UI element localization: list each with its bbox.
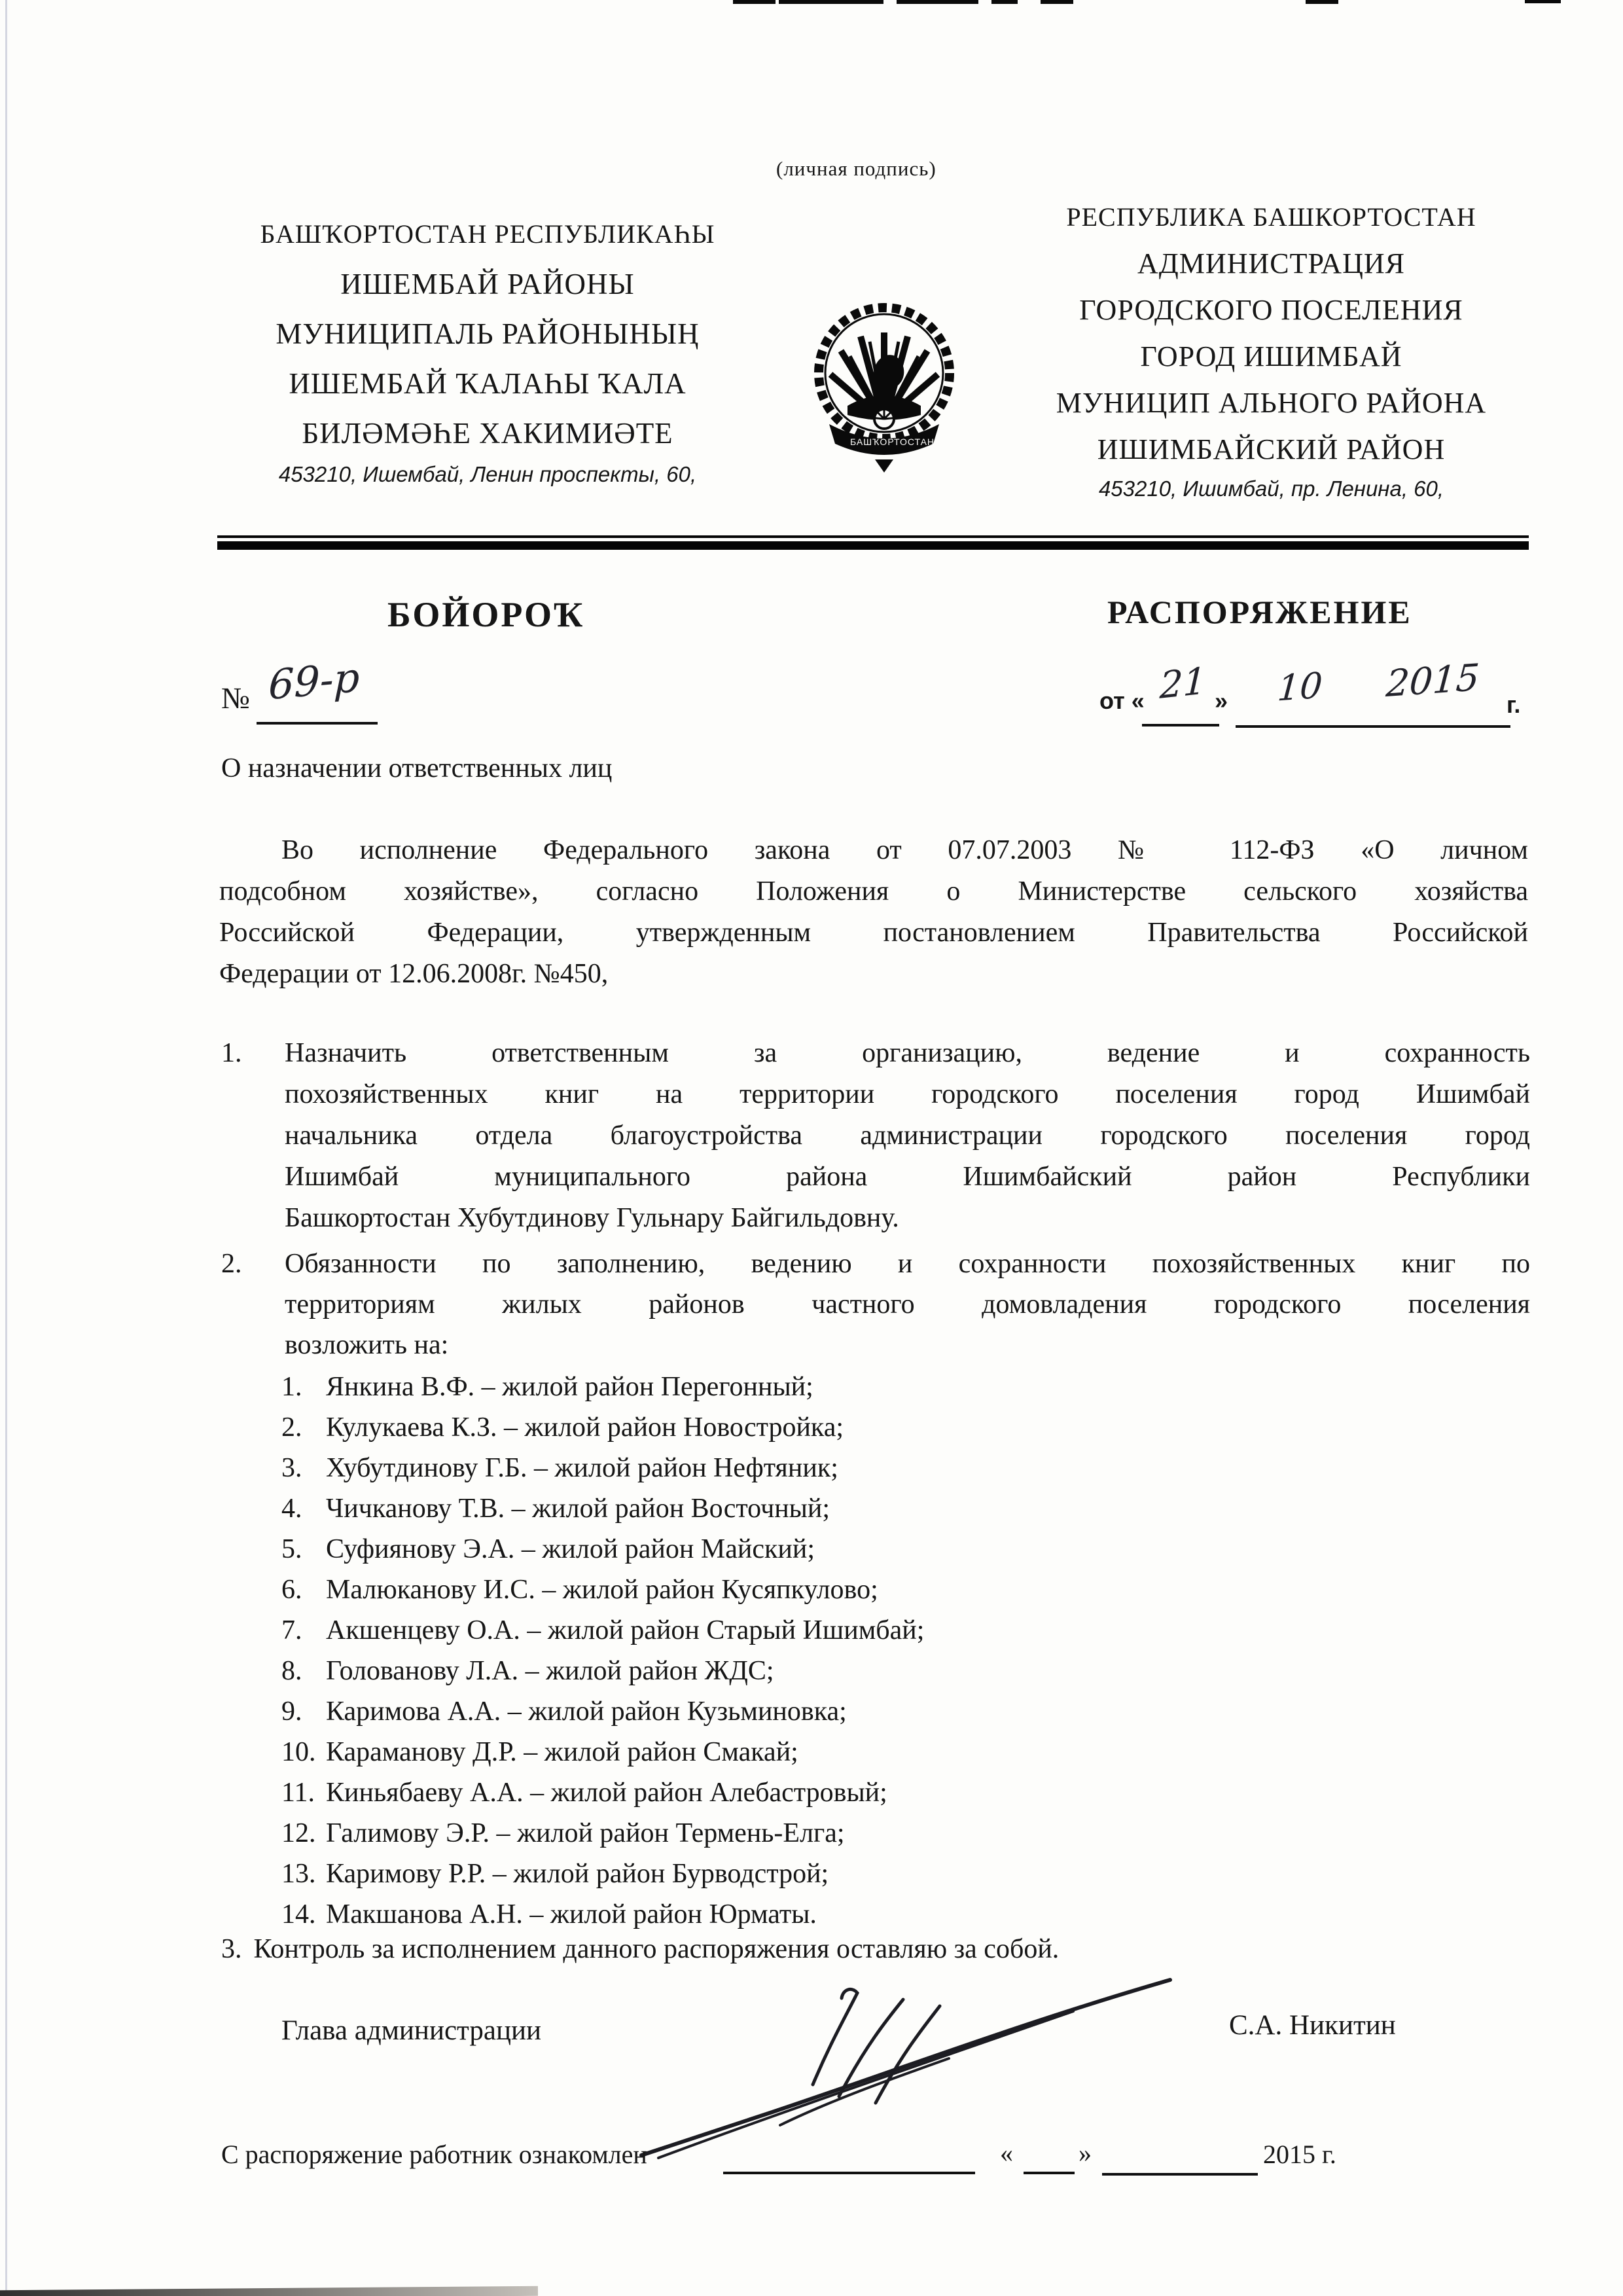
assignment-text: Каримову Р.Р. – жилой район Бурводстрой; [326, 1859, 829, 1889]
ack-year: 2015 г. [1263, 2140, 1336, 2169]
list-item: 2. Кулукаева К.З. – жилой район Новостройка; [281, 1407, 924, 1448]
item-number: 1. [221, 1038, 242, 1068]
assignment-text: Акшенцеву О.А. – жилой район Старый Ишимбай; [326, 1615, 925, 1645]
list-item: 13. Каримову Р.Р. – жилой район Бурводстрой; [281, 1854, 924, 1894]
letterhead-bashkir [216, 209, 759, 487]
acknowledgement-text: С распоряжение работник ознакомлен [221, 2140, 647, 2169]
list-item: 11. Киньябаеву А.А. – жилой район Алебастровый; [281, 1772, 924, 1813]
assignment-text: Чичканову Т.В. – жилой район Восточный; [326, 1494, 830, 1524]
scan-top-mark [1306, 0, 1338, 4]
handwritten-signature [615, 1960, 1191, 2166]
item-line: Башкортостан Хубутдинову Гульнару Байгильдовну. [285, 1203, 899, 1233]
letterhead-divider [217, 535, 1529, 550]
number-handwritten: 69-р [268, 653, 360, 709]
item-line: возложить на: [285, 1330, 449, 1360]
list-item: 5. Суфиянову Э.А. – жилой район Майский; [281, 1529, 924, 1570]
preamble-line: Российской Федерации, утвержденным постановлением Правительства Российской [219, 918, 1528, 948]
scan-top-mark [991, 0, 1018, 4]
number-label: № [221, 681, 250, 715]
letterhead-line: ИШЕМБАЙ РАЙОНЫ [340, 268, 635, 300]
list-item: 9. Каримова А.А. – жилой район Кузьминовка; [281, 1691, 924, 1732]
list-item: 6. Малюканову И.С. – жилой район Кусяпкулово; [281, 1570, 924, 1610]
item-line: Обязанности по заполнению, ведению и сохранности похозяйственных книг по [285, 1249, 1530, 1279]
signer-role: Глава администрации [281, 2015, 541, 2046]
letterhead-address: 453210, Ишимбай, пр. Ленина, 60, [1098, 476, 1444, 501]
number-underline [257, 722, 378, 725]
assignment-text: Караманову Д.Р. – жилой район Смакай; [326, 1737, 798, 1767]
item-line: Назначить ответственным за организацию, ведение и сохранность [285, 1038, 1530, 1068]
assignment-text: Малюканову И.С. – жилой район Кусяпкулово; [326, 1575, 878, 1605]
list-item: 4. Чичканову Т.В. – жилой район Восточный; [281, 1488, 924, 1529]
letterhead-line: ГОРОД ИШИМБАЙ [1140, 340, 1402, 372]
letterhead-line: БАШҠОРТОСТАН РЕСПУБЛИКАҺЫ [260, 219, 715, 249]
scan-top-mark [1525, 0, 1561, 3]
list-item: 14. Макшанова А.Н. – жилой район Юрматы. [281, 1894, 924, 1935]
date-suffix: г. [1507, 691, 1521, 718]
emblem-ribbon-text: БАШҠОРТОСТАН [850, 437, 935, 447]
date-day-underline [1142, 724, 1219, 726]
assignments-list [281, 1367, 924, 1935]
letterhead-line: ГОРОДСКОГО ПОСЕЛЕНИЯ [1079, 294, 1463, 326]
order-item-2 [221, 1244, 1530, 1365]
assignment-text: Хубутдинову Г.Б. – жилой район Нефтяник; [326, 1453, 838, 1483]
assignment-text: Янкина В.Ф. – жилой район Перегонный; [326, 1372, 813, 1402]
signer-name: С.А. Никитин [1229, 2010, 1396, 2041]
list-item: 7. Акшенцеву О.А. – жилой район Старый Ишимбай; [281, 1610, 924, 1651]
letterhead-address: 453210, Ишембай, Ленин проспекты, 60, [278, 462, 697, 486]
bashkortostan-coat-of-arms-icon [810, 296, 959, 474]
list-item: 8. Голованову Л.А. – жилой район ЖДС; [281, 1651, 924, 1691]
assignment-text: Каримова А.А. – жилой район Кузьминовка; [326, 1696, 847, 1727]
date-prefix: от « [1099, 687, 1145, 714]
assignment-text: Суфиянову Э.А. – жилой район Майский; [326, 1534, 815, 1564]
scan-top-mark [1041, 0, 1073, 4]
personal-signature-note: (личная подпись) [776, 157, 936, 180]
doc-type-russian: РАСПОРЯЖЕНИЕ [1107, 594, 1412, 630]
assignment-text: Кулукаева К.З. – жилой район Новостройка; [326, 1412, 844, 1443]
letterhead-line: БИЛӘМӘҺЕ ХАКИМИӘТЕ [302, 417, 673, 450]
date-month-handwritten: 10 [1275, 664, 1324, 709]
ack-underline [723, 2172, 975, 2174]
preamble-line: Во исполнение Федерального закона от 07.07.2003 № 112-ФЗ «О личном [281, 835, 1528, 865]
ack-close-quote: » [1079, 2138, 1092, 2168]
scan-top-mark [897, 0, 978, 4]
date-year-handwritten: 2015 [1384, 656, 1481, 706]
list-item: 10. Караманову Д.Р. – жилой район Смакай; [281, 1732, 924, 1772]
list-item: 1. Янкина В.Ф. – жилой район Перегонный; [281, 1367, 924, 1407]
assignment-text: Киньябаеву А.А. – жилой район Алебастровый; [326, 1778, 887, 1808]
preamble-paragraph [219, 830, 1528, 995]
assignment-text: Голованову Л.А. – жилой район ЖДС; [326, 1656, 774, 1686]
letterhead-line: МУНИЦИП АЛЬНОГО РАЙОНА [1056, 387, 1487, 419]
item-line: Ишимбай муниципального района Ишимбайский район Республики [285, 1162, 1530, 1192]
scan-top-mark [779, 0, 883, 4]
date-day-handwritten: 21 [1159, 659, 1207, 708]
scan-left-edge-line [5, 0, 7, 2296]
item-line: похозяйственных книг на территории городского поселения город Ишимбай [285, 1079, 1530, 1109]
ack-month-underline [1102, 2173, 1258, 2176]
letterhead-line: ИШЕМБАЙ ҠАЛАҺЫ ҠАЛА [289, 367, 687, 400]
item-line: начальника отдела благоустройства администрации городского поселения город [285, 1121, 1530, 1151]
assignment-text: Галимову Э.Р. – жилой район Термень-Елга; [326, 1818, 845, 1848]
preamble-line: Федерации от 12.06.2008г. №450, [219, 959, 609, 989]
item-text: Контроль за исполнением данного распоряжения оставляю за собой. [253, 1934, 1060, 1964]
doc-type-bashkir: БОЙОРОҠ [387, 595, 585, 634]
date-close-quote: » [1215, 687, 1228, 714]
item-number: 3. [221, 1934, 242, 1964]
ack-day-underline [1024, 2172, 1075, 2174]
letterhead-russian [995, 194, 1548, 501]
item-number: 2. [221, 1249, 242, 1279]
preamble-line: подсобном хозяйстве», согласно Положения о Министерстве сельского хозяйства [219, 876, 1528, 906]
letterhead-line: МУНИЦИПАЛЬ РАЙОНЫНЫҢ [276, 317, 700, 350]
scan-bottom-artifact [0, 2286, 538, 2296]
subject-line: О назначении ответственных лиц [221, 753, 613, 783]
item-line: территориям жилых районов частного домовладения городского поселения [285, 1289, 1530, 1319]
letterhead-line: АДМИНИСТРАЦИЯ [1137, 247, 1405, 279]
list-item: 3. Хубутдинову Г.Б. – жилой район Нефтяник; [281, 1448, 924, 1488]
order-item-1 [221, 1033, 1530, 1239]
scan-top-mark [733, 0, 776, 4]
assignment-text: Макшанова А.Н. – жилой район Юрматы. [326, 1899, 817, 1929]
list-item: 12. Галимову Э.Р. – жилой район Термень-Елга; [281, 1813, 924, 1854]
ack-open-quote: « [1000, 2138, 1013, 2168]
date-underline [1236, 725, 1510, 728]
letterhead-line: ИШИМБАЙСКИЙ РАЙОН [1097, 433, 1446, 465]
letterhead-line: РЕСПУБЛИКА БАШКОРТОСТАН [1066, 202, 1476, 232]
